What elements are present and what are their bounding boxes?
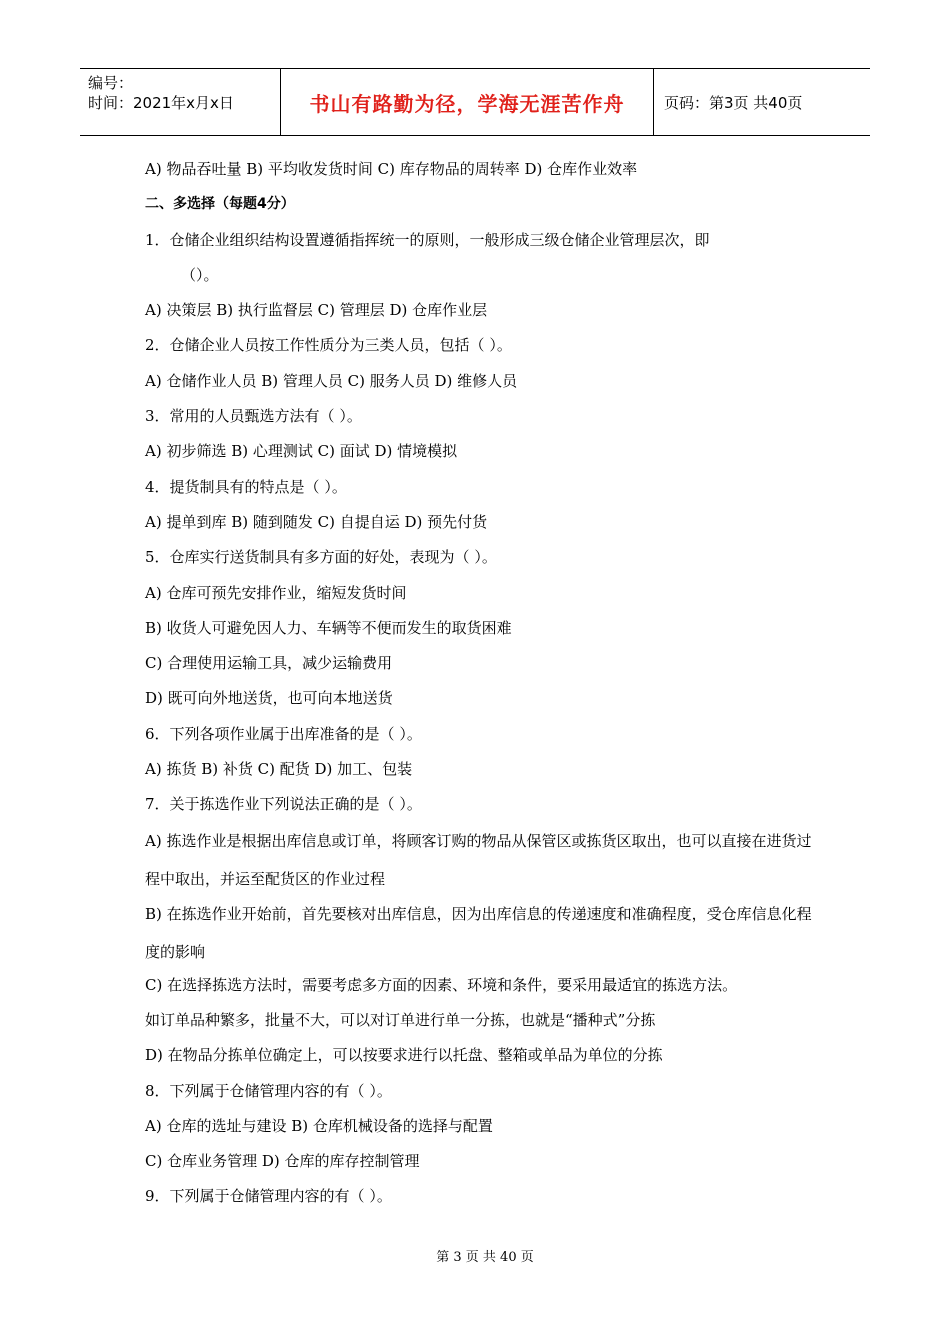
question: 5．仓库实行送货制具有多方面的好处，表现为（ ）。: [145, 548, 497, 567]
motto: 书山有路勤为径，学海无涯苦作舟: [281, 69, 654, 135]
answer-option: D) 在物品分拣单位确定上，可以按要求进行以托盘、整箱或单品为单位的分拣: [145, 1046, 663, 1065]
date-label: 时间：2021年x月x日: [88, 94, 234, 112]
question: 8．下列属于仓储管理内容的有（ ）。: [145, 1081, 392, 1100]
answer-options: A) 提单到库 B) 随到随发 C) 自提自运 D) 预先付货: [145, 512, 488, 531]
answer-option: D) 既可向外地送货，也可向本地送货: [145, 689, 393, 708]
answer-option: A) 拣选作业是根据出库信息或订单，将顾客订购的物品从保管区或拣货区取出，也可以直接在进货过程中取出，并运至配货区的作业过程: [145, 831, 812, 888]
page-info: 页码：第3页 共40页: [664, 93, 803, 112]
question: 3．常用的人员甄选方法有（ ）。: [145, 407, 362, 426]
answer-option: C) 合理使用运输工具，减少运输费用: [145, 654, 393, 673]
section-heading: 二、多选择（每题4分）: [145, 196, 295, 213]
question: 4．提货制具有的特点是（ ）。: [145, 477, 347, 496]
answer-options: A) 仓储作业人员 B) 管理人员 C) 服务人员 D) 维修人员: [145, 371, 518, 390]
answer-option: A) 仓库可预先安排作业，缩短发货时间: [145, 583, 407, 602]
answer-options: A) 初步筛选 B) 心理测试 C) 面试 D) 情境模拟: [145, 442, 458, 461]
document-body: [145, 152, 825, 1215]
answer-options: A) 物品吞吐量 B) 平均收发货时间 C) 库存物品的周转率 D) 仓库作业效率: [145, 160, 638, 178]
question: 7．关于拣选作业下列说法正确的是（ ）。: [145, 795, 422, 814]
page-footer: 第 3 页 共 40 页: [436, 1250, 534, 1265]
answer-option: B) 在拣选作业开始前，首先要核对出库信息，因为出库信息的传递速度和准确程度，受仓库信息化程度的影响: [145, 904, 812, 961]
question: 2．仓储企业人员按工作性质分为三类人员，包括（ ）。: [145, 336, 512, 355]
header-meta: [80, 69, 281, 135]
answer-options: A) 仓库的选址与建设 B) 仓库机械设备的选择与配置: [145, 1116, 493, 1135]
answer-option: C) 在选择拣选方法时，需要考虑多方面的因素、环境和条件，要采用最适宜的拣选方法。: [145, 975, 738, 994]
page-header: [80, 68, 870, 136]
answer-options: A) 决策层 B) 执行监督层 C) 管理层 D) 仓库作业层: [145, 301, 488, 320]
question: 1．仓储企业组织结构设置遵循指挥统一的原则，一般形成三级仓储企业管理层次，即: [145, 230, 710, 249]
question: 6．下列各项作业属于出库准备的是（ ）。: [145, 724, 422, 743]
question: 9．下列属于仓储管理内容的有（ ）。: [145, 1187, 392, 1206]
number-label: 编号：: [88, 74, 134, 92]
answer-option-continuation: 如订单品种繁多，批量不大，可以对订单进行单一分拣，也就是“播种式”分拣: [145, 1010, 656, 1029]
answer-options: C) 仓库业务管理 D) 仓库的库存控制管理: [145, 1152, 420, 1171]
answer-option: B) 收货人可避免因人力、车辆等不便而发生的取货困难: [145, 618, 512, 637]
question-continuation: （）。: [181, 265, 219, 284]
answer-options: A) 拣货 B) 补货 C) 配货 D) 加工、包装: [145, 760, 413, 779]
